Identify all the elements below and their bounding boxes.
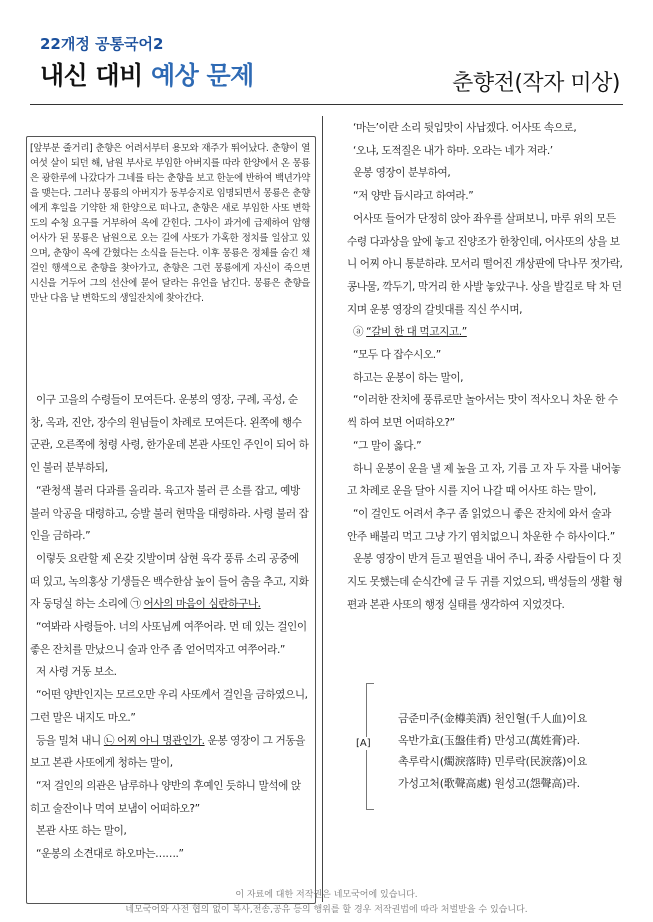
passage-paragraph: “관청색 불러 다과를 올리라. 육고자 불러 큰 소를 잡고, 예방 불러 악공을 대령하고, 승발 불러 현막을 대령하라. 사령 불러 잡인을 금하라.” [30, 484, 309, 543]
passage-paragraph: 이구 고을의 수령들이 모여든다. 운봉의 영장, 구례, 곡성, 순창, 옥과, 진안, 장수의 원님들이 차례로 모여든다. 왼쪽에 행수 군관, 오른쪽에 청령 사령, 한가운데 본관 사또인 주인이 되어 하인 불러 분부하되, [30, 394, 309, 475]
copyright-warning: 네모국어와 사전 협의 없이 복사,전송,공유 등의 행위를 할 경우 저작권법에 따라 처벌받을 수 있습니다. [125, 905, 528, 915]
page-title-accent: 예상 문제 [151, 61, 254, 90]
underlined-phrase-c: “갈비 한 대 먹고지고.” [366, 326, 467, 339]
passage-paragraph: 하고는 운봉이 하는 말이, [352, 371, 464, 384]
passage-paragraph: 운봉 영장이 분부하여, [352, 167, 451, 180]
page-title [40, 56, 254, 92]
passage-paragraph: ⓐ “갈비 한 대 먹고지고.” [352, 326, 467, 339]
passage-paragraph: “여봐라 사령들아. 너의 사또님께 여쭈어라. 먼 데 있는 걸인이 좋은 잔치를 만났으니 술과 안주 좀 얻어먹자고 여쭈어라.” [30, 621, 307, 656]
page-title-main: 내신 대비 [40, 61, 152, 90]
preceding-plot-summary: [앞부분 줄거리] 춘향은 어려서부터 용모와 재주가 뛰어났다. 춘향이 열여섯 살이 되던 해, 남원 부사로 부임한 아버지를 따라 한양에서 온 몽룡은 광한루에 나갔다가 그네를 타는 춘향을 보고 한눈에 반하여 백년가약을 맺는다. 그러나 몽룡의 아버지가 동부승지로 임명되면서 몽룡은 춘향에게 후일을 기약한 채 한양으로 떠나고, 춘향은 새로 부임한 사또 변학도의 수청 요구를 거부하여 옥에 갇힌다. 그사이 과거에 급제하여 암행어사가 된 몽룡은 남원으로 오는 길에 사또가 가혹한 정치를 일삼고 있으며, 춘향이 옥에 갇혔다는 소식을 듣는다. 이후 몽룡은 정체를 숨긴 채 걸인 행색으로 춘향을 찾아가고, 춘향은 그런 몽룡에게 자신이 죽으면 시신을 거두어 그의 선산에 묻어 달라는 유언을 남긴다. 몽룡은 춘향을 만난 다음 날 변학도의 생일잔치에 찾아간다. [30, 143, 310, 304]
poem-label: [A] [356, 738, 371, 749]
underlined-phrase-a: 어사의 마음이 심란하구나. [143, 598, 261, 611]
passage-paragraph: ‘오냐, 도적질은 내가 하마. 오라는 네가 져라.’ [352, 144, 553, 157]
passage-paragraph: “저 양반 듭시라고 하여라.” [352, 190, 474, 203]
passage-paragraph: “이러한 잔치에 풍류로만 놀아서는 맛이 적사오니 차운 한 수씩 하여 보면 어떠하오?” [347, 394, 618, 430]
poem-line: 금준미주(金樽美酒) 천인혈(千人血)이요 [398, 712, 588, 725]
passage-paragraph: “모두 다 잡수시오.” [352, 349, 441, 362]
passage-paragraph: 이렇듯 요란할 제 온갖 깃발이며 삼현 육각 풍류 소리 공중에 떠 있고, 녹의홍상 기생들은 백수한삼 높이 들어 춤을 추고, 지화자 둥덩실 하는 소리에 ㉠ 어사의 마음이 심란하구나. [30, 552, 309, 611]
poem [398, 708, 587, 794]
passage-paragraph: “저 걸인의 의관은 남루하나 양반의 후예인 듯하니 말석에 앉히고 술잔이나 먹여 보냄이 어떠하오?” [30, 779, 301, 815]
passage-paragraph: 운봉 영장이 반겨 듣고 필연을 내어 주니, 좌중 사람들이 다 짓지도 못했는데 순식간에 글 두 귀를 지었으되, 백성들의 생활 형편과 본관 사또의 행정 실태를 생각하여 지었것다. [347, 553, 623, 611]
passage-paragraph: “어떤 양반인지는 모르오만 우리 사또께서 걸인을 금하였으니, 그런 말은 내지도 마오.” [30, 689, 308, 724]
passage-paragraph: 저 사령 거동 보소. [35, 666, 117, 679]
poem-line: 가성고처(歌聲高處) 원성고(怨聲高)라. [398, 776, 580, 790]
passage-paragraph: 본관 사또 하는 말이, [35, 825, 127, 838]
passage-paragraph: “그 말이 옳다.” [352, 439, 422, 452]
poem-line: 옥반가효(玉盤佳肴) 만성고(萬姓膏)라. [398, 733, 580, 747]
copyright-footer [0, 888, 653, 918]
header-divider [30, 104, 623, 105]
passage-paragraph: 어사또 들어가 단정히 앉아 좌우를 살펴보니, 마루 위의 모든 수령 다과상을 앞에 놓고 진양조가 한창인데, 어사또의 상을 보니 어찌 아니 통분하랴. 모서리 떨어진 개상판에 닥나무 젓가락, 콩나물, 깍두기, 막거리 한 사발 놓았구나. 상을 발길로 탁 차 던지며 운봉 영장의 갈빗대를 직신 쑤시며, [347, 212, 623, 316]
subject-label: 22개정 공통국어2 [40, 35, 164, 53]
passage-paragraph: “이 걸인도 어려서 추구 좀 읽었으니 좋은 잔치에 와서 술과 안주 배불리 먹고 그냥 가기 염치없으니 차운한 수 하사이다.” [347, 507, 615, 543]
passage-left-column [30, 389, 310, 866]
passage-paragraph: ‘마는’이란 소리 뒷입맛이 사납겠다. 어사또 속으로, [352, 122, 577, 134]
poem-line: 촉루락시(燭淚落時) 민루락(民淚落)이요 [398, 755, 588, 768]
passage-paragraph: “운봉의 소견대로 하오마는…….” [35, 848, 184, 861]
underlined-phrase-b: ㉡ 어찌 아니 명관인가. [103, 734, 205, 747]
passage-right-column [347, 117, 623, 616]
work-title: 춘향전(작자 미상) [452, 71, 620, 96]
copyright-notice: 이 자료에 대한 저작권은 네모국어에 있습니다. [235, 890, 418, 900]
passage-paragraph: 등을 밀쳐 내니 ㉡ 어찌 아니 명관인가. 운봉 영장이 그 거동을 보고 본관 사또에게 청하는 말이, [30, 734, 305, 770]
passage-paragraph: 하니 운봉이 운을 낼 제 높을 고 자, 기름 고 자 두 자를 내어놓고 차례로 운을 달아 시를 지어 나갈 때 어사또 하는 말이, [347, 462, 621, 498]
column-divider [322, 116, 323, 902]
